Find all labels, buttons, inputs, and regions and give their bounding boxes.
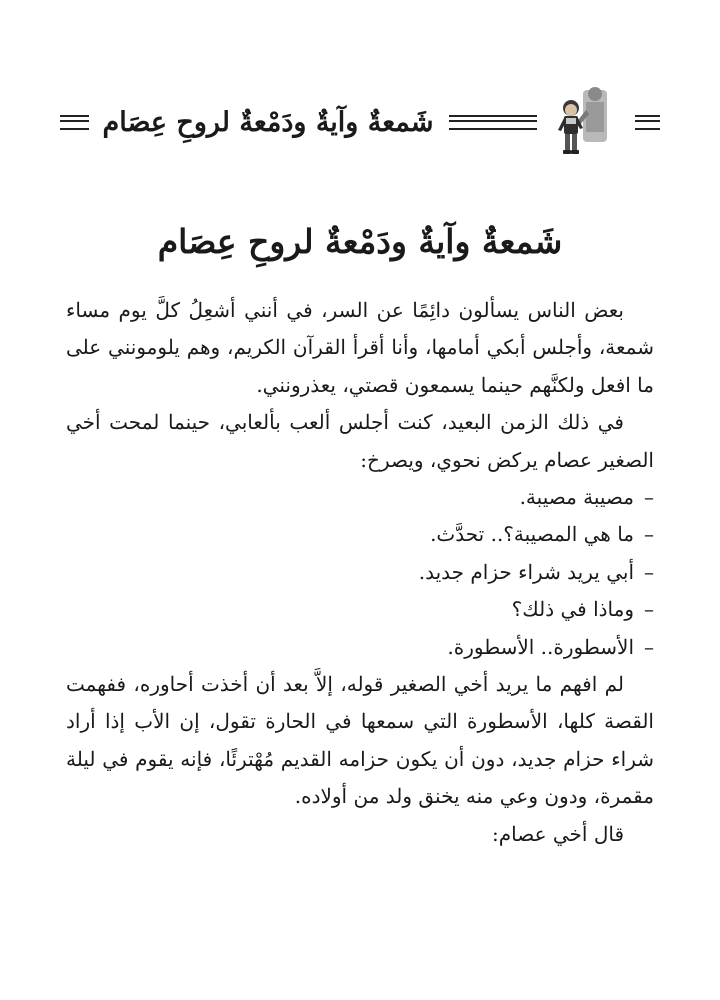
dialog-dash: – bbox=[644, 485, 654, 510]
dialog-text: وماذا في ذلك؟ bbox=[511, 597, 634, 622]
dialog-text: أبي يريد شراء حزام جديد. bbox=[418, 559, 634, 584]
dialog-dash: – bbox=[644, 597, 654, 622]
decorative-lines-left bbox=[60, 115, 89, 130]
story-body bbox=[66, 292, 654, 853]
paragraph: في ذلك الزمن البعيد، كنت أجلس ألعب بألعابي، حينما لمحت أخي الصغير عصام يركض نحوي، ويصرخ: bbox=[66, 410, 654, 472]
story-title: شَمعةٌ وآيةٌ ودَمْعةٌ لروحِ عِصَام bbox=[157, 222, 563, 261]
dialog-dash: – bbox=[644, 634, 654, 659]
running-header-title: شَمعةٌ وآيةٌ ودَمْعةٌ لروحِ عِصَام bbox=[102, 106, 434, 138]
paragraph: بعض الناس يسألون دائِمًا عن السر، في أنني أشعِلُ كلَّ يوم مساء شمعة، وأجلس أبكي أمامها، وأنا أقرأ القرآن الكريم، وهم يلومونني على ما افعل ولكنَّهم حينما يسمعون قصتي، يعذرونني. bbox=[66, 298, 654, 397]
decorative-lines-middle bbox=[449, 115, 536, 130]
dialog-line bbox=[66, 516, 654, 553]
running-header bbox=[60, 82, 660, 162]
paragraph: لم افهم ما يريد أخي الصغير قوله، إلاَّ بعد أن أخذت أحاوره، ففهمت القصة كلها، الأسطورة التي سمعها في الحارة تقول، إن الأب إذا أراد شراء حزام جديد، دون أن يكون حزامه القديم مُهْترئًا، فإنه يقوم في ليلة مقمرة، ودون وعي منه يخنق ولد من أولاده. bbox=[66, 672, 654, 809]
dialog-line bbox=[66, 479, 654, 516]
dialog-line bbox=[66, 629, 654, 666]
dialog-dash: – bbox=[644, 522, 654, 547]
dialog-text: مصيبة مصيبة. bbox=[519, 485, 634, 510]
boy-with-figure-illustration-icon bbox=[553, 84, 617, 160]
dialog-text: الأسطورة.. الأسطورة. bbox=[447, 634, 634, 659]
dialog-line bbox=[66, 591, 654, 628]
dialog-text: ما هي المصيبة؟.. تحدَّث. bbox=[430, 522, 634, 547]
dialog-dash: – bbox=[644, 559, 654, 584]
paragraph: قال أخي عصام: bbox=[492, 821, 624, 846]
decorative-lines-right bbox=[635, 115, 660, 130]
dialog-line bbox=[66, 554, 654, 591]
